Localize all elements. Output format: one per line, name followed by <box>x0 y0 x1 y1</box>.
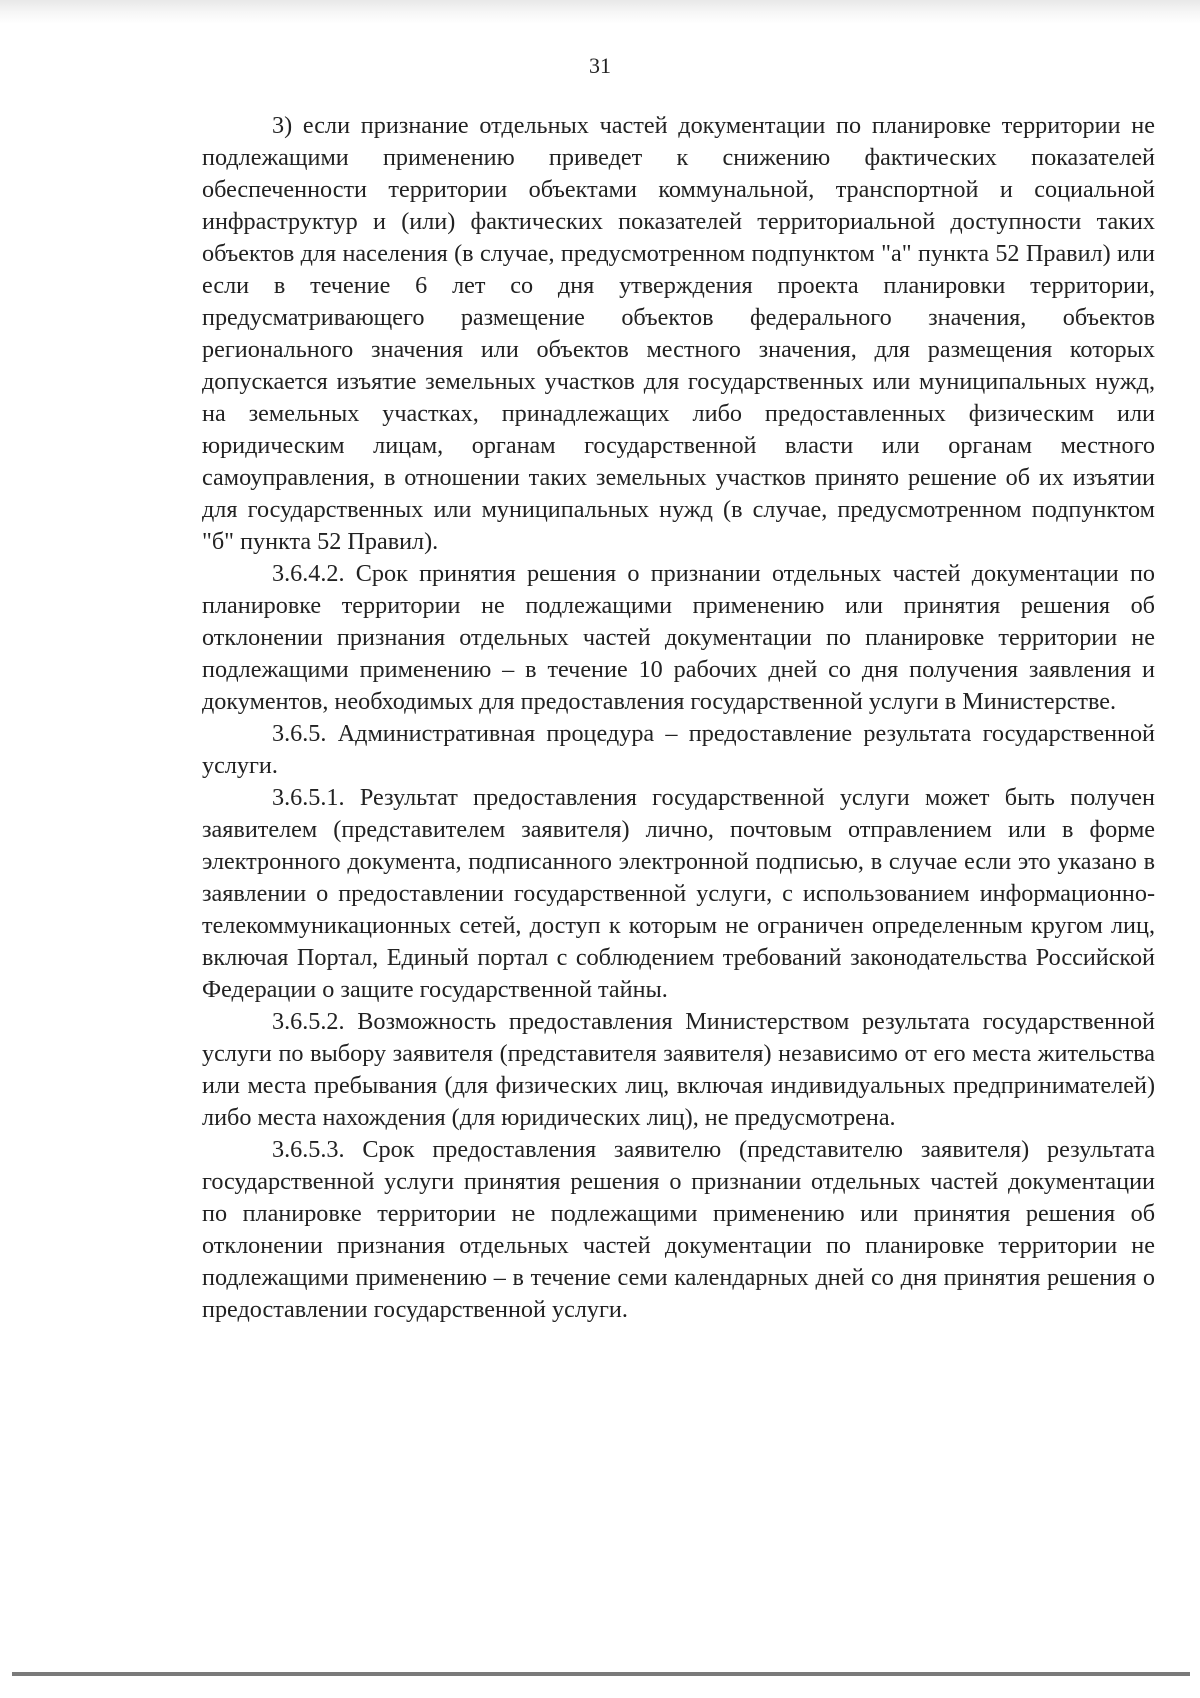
paragraph-item-3-conditions: 3) если признание отдельных частей документации по планировке территории не подлежащими применению приведет к снижению фактических показателей обеспеченности территории объектами коммунальной, транспортной и социальной инфраструктур и (или) фактических показателей территориальной доступности таких объектов для населения (в случае, предусмотренном подпунктом "а" пункта 52 Правил) или если в течение 6 лет со дня утверждения проекта планировки территории, предусматривающего размещение объектов федерального значения, объектов регионального значения или объектов местного значения, для размещения которых допускается изъятие земельных участков для государственных или муниципальных нужд, на земельных участках, принадлежащих либо предоставленных физическим или юридическим лицам, органам государственной власти или органам местного самоуправления, в отношении таких земельных участков принято решение об их изъятии для государственных или муниципальных нужд (в случае, предусмотренном подпунктом "б" пункта 52 Правил). <box>202 112 1155 555</box>
document-body <box>202 110 1155 1326</box>
paragraph-3-6-5: 3.6.5. Административная процедура – предоставление результата государственной услуги. <box>202 720 1155 779</box>
paragraph-3-6-5-2: 3.6.5.2. Возможность предоставления Министерством результата государственной услуги по выбору заявителя (представителя заявителя) независимо от его места жительства или места пребывания (для физических лиц, включая индивидуальных предпринимателей) либо места нахождения (для юридических лиц), не предусмотрена. <box>202 1008 1155 1131</box>
paragraph-3-6-5-3: 3.6.5.3. Срок предоставления заявителю (представителю заявителя) результата государственной услуги принятия решения о признании отдельных частей документации по планировке территории не подлежащими применению или принятия решения об отклонении признания отдельных частей документации по планировке территории не подлежащими применению – в течение семи календарных дней со дня принятия решения о предоставлении государственной услуги. <box>202 1136 1155 1323</box>
scan-top-shadow <box>0 0 1200 24</box>
paragraph-3-6-5-1: 3.6.5.1. Результат предоставления государственной услуги может быть получен заявителем (представителем заявителя) лично, почтовым отправлением или в форме электронного документа, подписанного электронной подписью, в случае если это указано в заявлении о предоставлении государственной услуги, с использованием информационно-телекоммуникационных сетей, доступ к которым не ограничен определенным кругом лиц, включая Портал, Единый портал с соблюдением требований законодательства Российской Федерации о защите государственной тайны. <box>202 784 1155 1003</box>
page-number: 31 <box>589 53 611 78</box>
paragraph-3-6-4-2: 3.6.4.2. Срок принятия решения о признании отдельных частей документации по планировке территории не подлежащими применению или принятия решения об отклонении признания отдельных частей документации по планировке территории не подлежащими применению – в течение 10 рабочих дней со дня получения заявления и документов, необходимых для предоставления государственной услуги в Министерстве. <box>202 560 1155 715</box>
bottom-divider <box>12 1672 1190 1676</box>
